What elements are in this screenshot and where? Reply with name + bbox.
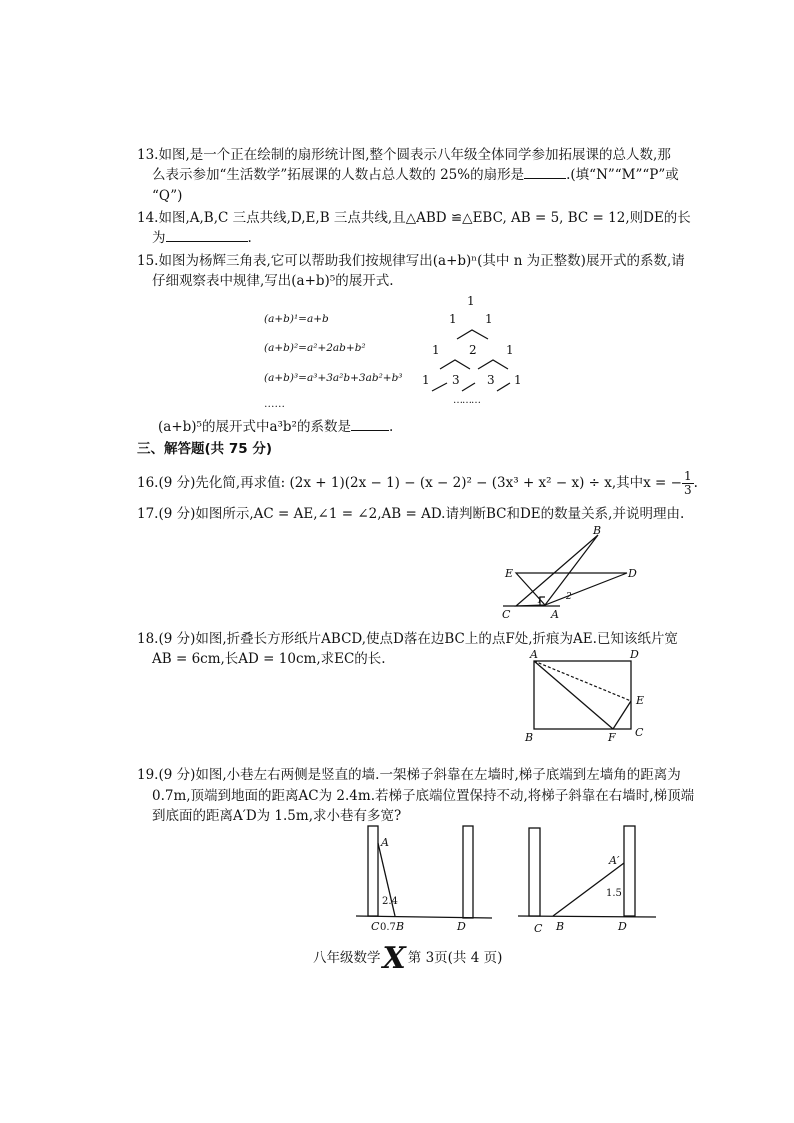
q15-line2: 仔细观察表中规律,写出(a+b)⁵的展开式. bbox=[152, 273, 394, 289]
q19-f2-height: 1.5 bbox=[606, 888, 622, 899]
q19-f2-label-c: C bbox=[534, 922, 543, 935]
pascal-r2-c1: 1 bbox=[449, 312, 457, 326]
pascal-r3-c2: 2 bbox=[469, 343, 477, 357]
q18-line2: AB = 6cm,长AD = 10cm,求EC的长. bbox=[152, 651, 386, 667]
q18-label-d: D bbox=[630, 648, 639, 661]
expansion-2: (a+b)²=a²+2ab+b² bbox=[264, 342, 366, 354]
q13-line3: “Q”) bbox=[152, 188, 183, 204]
q14-line2-text: 为 bbox=[152, 230, 166, 246]
q17-label-a: A bbox=[551, 608, 559, 621]
q18-label-c: C bbox=[635, 726, 644, 739]
q19-f1-label-b: B bbox=[396, 920, 405, 933]
q14-line2: 为 . bbox=[152, 230, 252, 246]
pascal-r4-c4: 1 bbox=[514, 373, 522, 387]
q19-f2-label-a: A′ bbox=[609, 854, 620, 867]
q19-f1-base: 0.7 bbox=[380, 922, 396, 933]
section-3-title: 三、解答题(共 75 分) bbox=[137, 441, 273, 457]
q19-f1-label-c: C bbox=[371, 920, 380, 933]
q15-ask: (a+b)⁵的展开式中a³b²的系数是 . bbox=[158, 419, 394, 435]
q19-f2-label-d: D bbox=[618, 920, 627, 933]
pascal-r4-c2: 3 bbox=[452, 373, 460, 387]
pascal-r3-c3: 1 bbox=[506, 343, 514, 357]
q19-line1: 19.(9 分)如图,小巷左右两侧是竖直的墙.一架梯子斜靠在左墙时,梯子底端到左墙角的距离为 bbox=[137, 767, 681, 783]
pascal-r2-c2: 1 bbox=[485, 312, 493, 326]
q19-line2: 0.7m,顶端到地面的距离AC为 2.4m.若梯子底端位置保持不动,将梯子斜靠在右墙时,梯顶端 bbox=[152, 788, 695, 804]
page-footer bbox=[313, 941, 503, 976]
q19-f2-label-b: B bbox=[556, 920, 565, 933]
q15-ask-text: (a+b)⁵的展开式中a³b²的系数是 bbox=[158, 419, 351, 435]
q19-f1-height: 2.4 bbox=[382, 896, 398, 907]
q14-line1: 14.如图,A,B,C 三点共线,D,E,B 三点共线,且△ABD ≌△EBC, AB = 5, BC = 12,则DE的长 bbox=[137, 210, 691, 226]
pascal-more: ……… bbox=[453, 395, 480, 406]
q19-f1-label-d: D bbox=[457, 920, 466, 933]
right-wall-2 bbox=[624, 826, 635, 916]
q18-label-a: A bbox=[530, 648, 538, 661]
q16-text: 16.(9 分)先化简,再求值: (2x + 1)(2x − 1) − (x − 2)² − (3x³ + x² − x) ÷ x,其中x = − bbox=[137, 475, 682, 491]
left-wall-2 bbox=[529, 828, 540, 916]
pascal-r1-c1: 1 bbox=[467, 294, 475, 308]
q17-label-1: 1 bbox=[537, 596, 543, 605]
q17-line: 17.(9 分)如图所示,AC = AE,∠1 = ∠2,AB = AD.请判断BC和DE的数量关系,并说明理由. bbox=[137, 506, 685, 522]
q17-label-b: B bbox=[593, 524, 602, 537]
expansion-1: (a+b)¹=a+b bbox=[264, 313, 329, 325]
q17-label-c: C bbox=[502, 608, 511, 621]
q16-frac-num: 1 bbox=[683, 469, 692, 483]
q18-label-f: F bbox=[608, 731, 616, 744]
q16-frac-den: 3 bbox=[683, 483, 692, 497]
pascal-r4-c1: 1 bbox=[422, 373, 430, 387]
footer-subject: 八年级数学 bbox=[313, 950, 381, 966]
q13-line2-tail: .(填“N”“M”“P”或 bbox=[566, 167, 679, 183]
q13-line1: 13.如图,是一个正在绘制的扇形统计图,整个圆表示八年级全体同学参加拓展课的总人数,那 bbox=[137, 147, 671, 163]
q15-line1: 15.如图为杨辉三角表,它可以帮助我们按规律写出(a+b)ⁿ(其中 n 为正整数)展开式的系数,请 bbox=[137, 253, 685, 269]
pascal-r4-c3: 3 bbox=[487, 373, 495, 387]
q18-label-e: E bbox=[636, 694, 645, 707]
q17-label-d: D bbox=[628, 567, 637, 580]
q13-line2-text: 么表示参加“生活数学”拓展课的人数占总人数的 25%的扇形是 bbox=[152, 167, 525, 183]
q18-label-b: B bbox=[525, 731, 534, 744]
footer-x-mark: X bbox=[382, 941, 406, 976]
q16-end: . bbox=[693, 475, 698, 491]
q17-label-e: E bbox=[505, 567, 514, 580]
expansion-3: (a+b)³=a³+3a²b+3ab²+b³ bbox=[264, 372, 403, 384]
q18-line1: 18.(9 分)如图,折叠长方形纸片ABCD,使点D落在边BC上的点F处,折痕为AE.已知该纸片宽 bbox=[137, 631, 678, 647]
footer-page-number: 第 3页(共 4 页) bbox=[407, 950, 503, 966]
pascal-r3-c1: 1 bbox=[432, 343, 440, 357]
expansion-more: …… bbox=[264, 398, 285, 410]
q19-line3: 到底面的距离A′D为 1.5m,求小巷有多宽? bbox=[152, 808, 402, 824]
q17-label-2: 2 bbox=[566, 592, 572, 602]
q19-f1-label-a: A bbox=[381, 836, 389, 849]
